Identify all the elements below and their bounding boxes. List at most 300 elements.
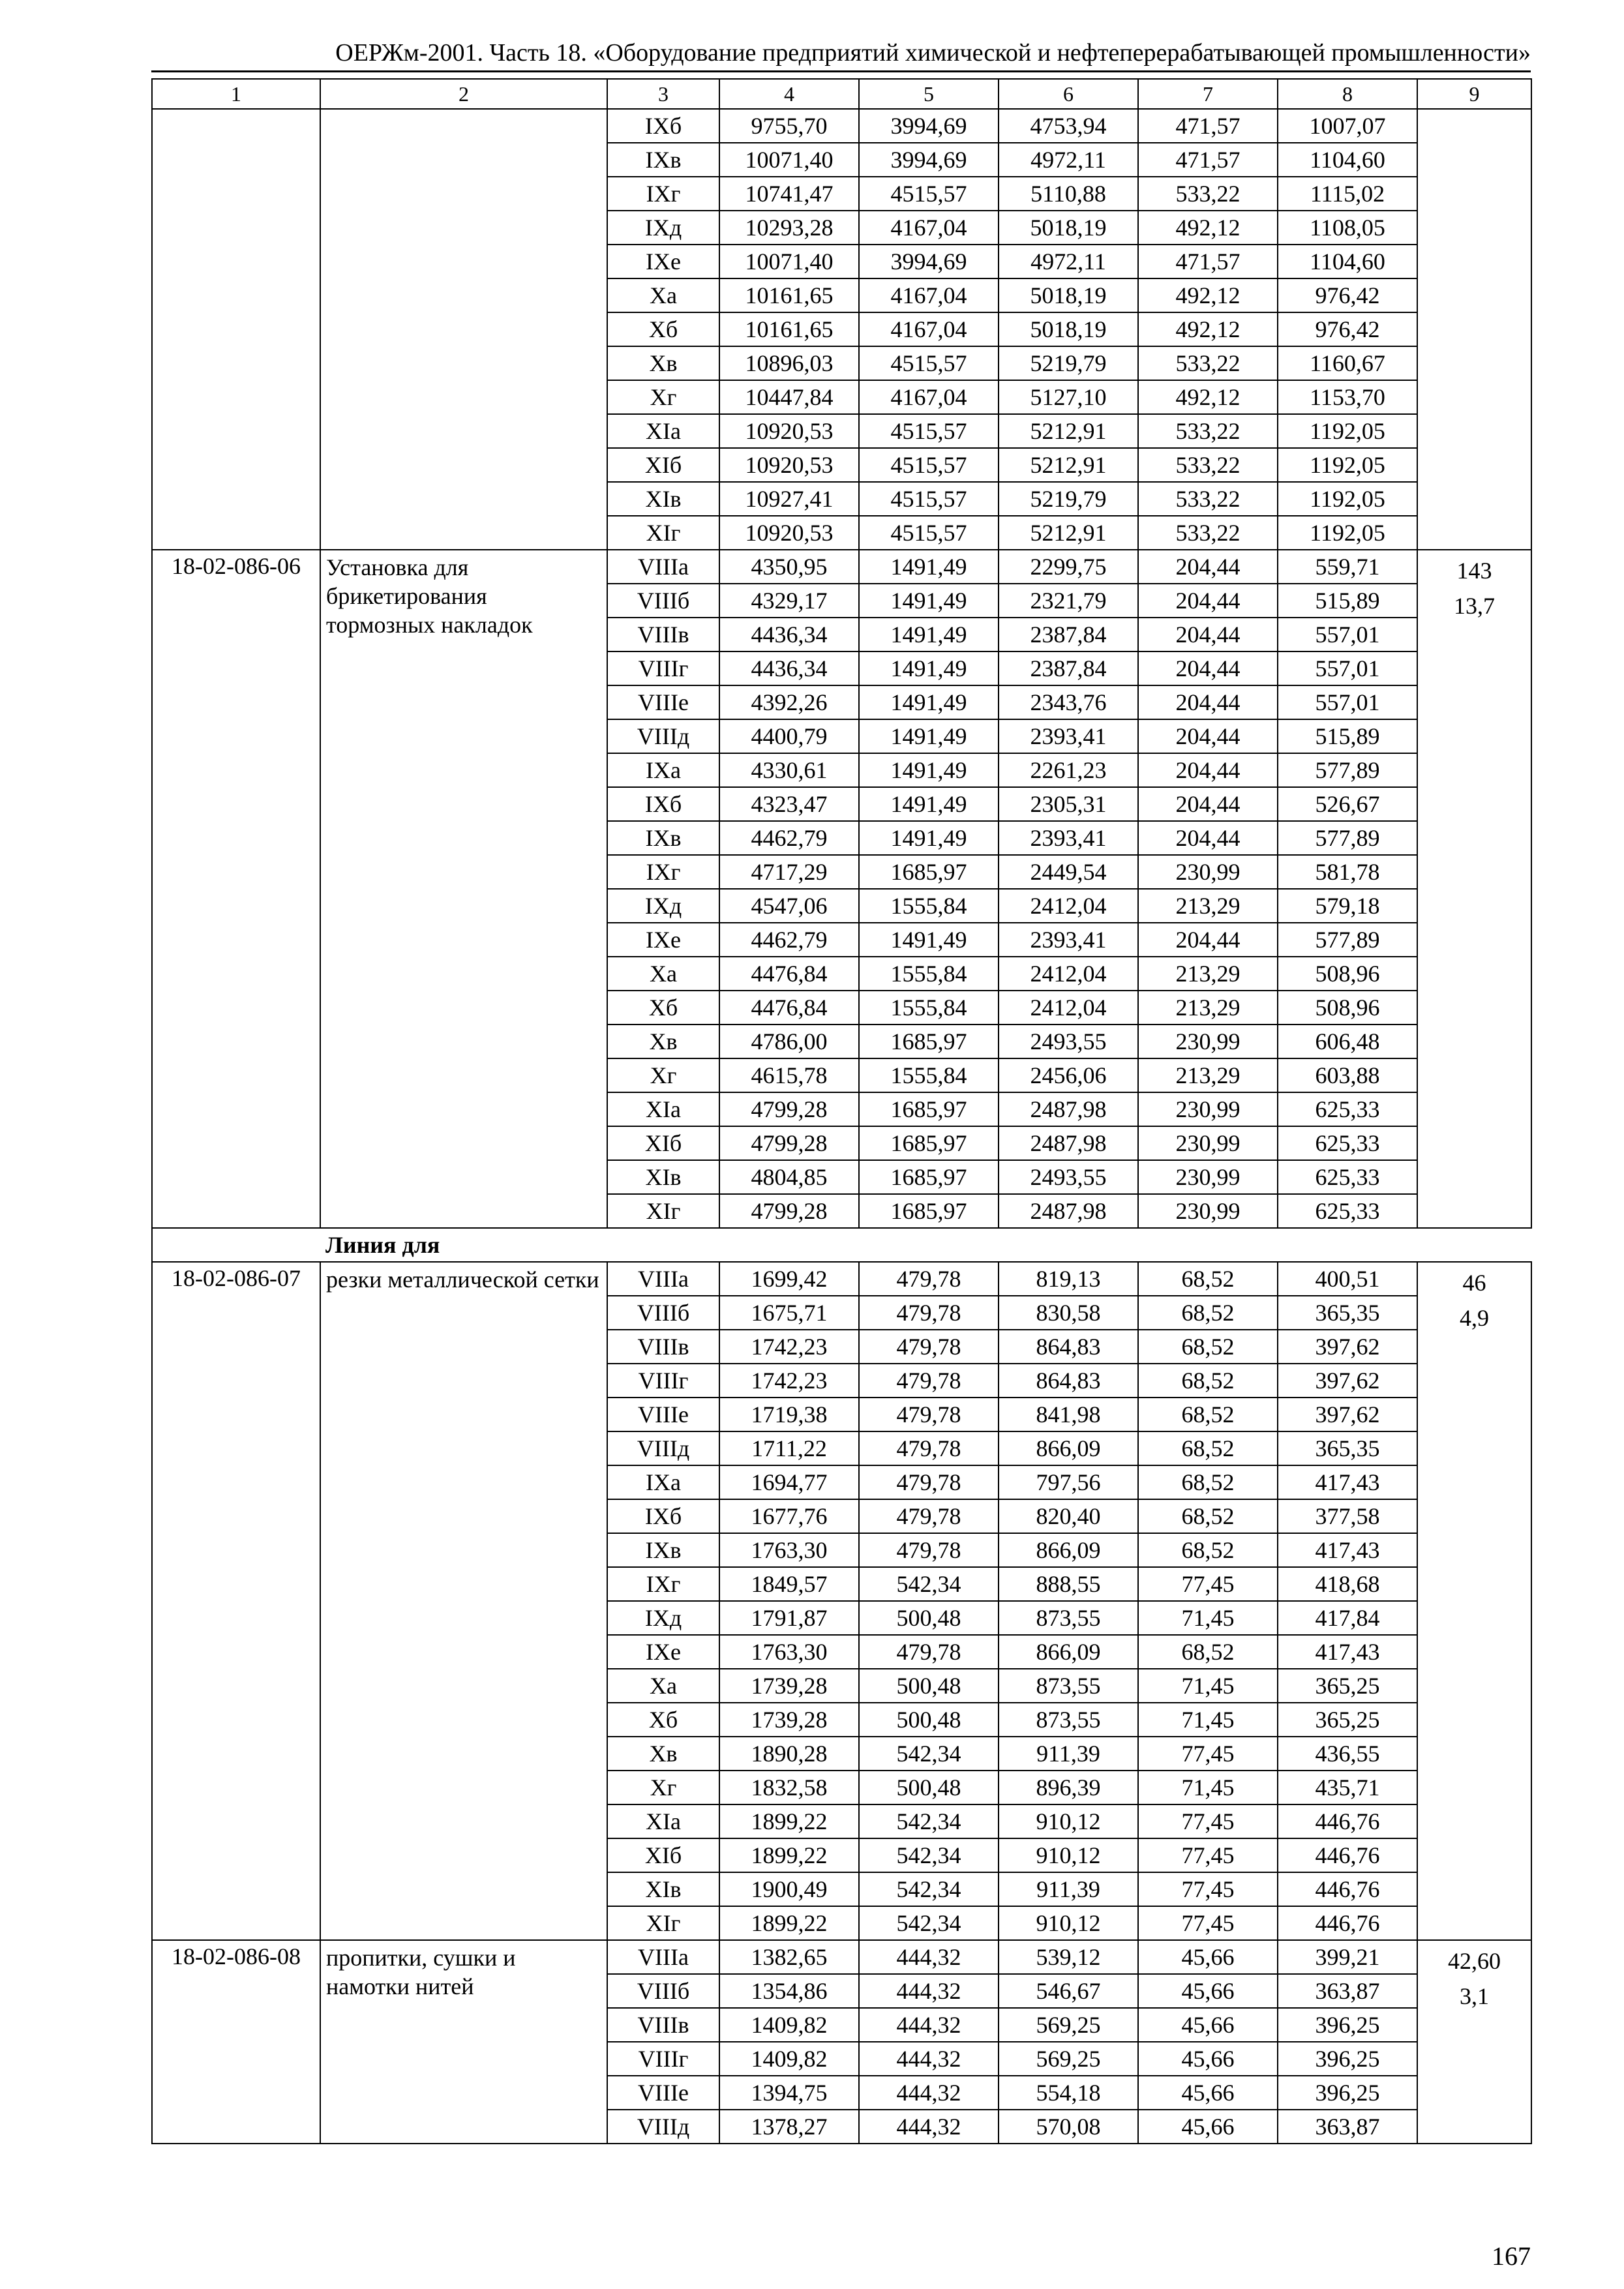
- value-cell: 557,01: [1278, 618, 1417, 651]
- value-cell: 5212,91: [999, 448, 1138, 482]
- value-cell: 418,68: [1278, 1567, 1417, 1601]
- value-cell: 230,99: [1138, 1160, 1278, 1194]
- value-cell: 2305,31: [999, 787, 1138, 821]
- value-cell: 1890,28: [719, 1737, 859, 1771]
- value-cell: 479,78: [859, 1330, 999, 1364]
- category-cell: Xг: [607, 380, 719, 414]
- column-number-row: [152, 79, 1531, 109]
- value-cell: 4330,61: [719, 753, 859, 787]
- value-cell: 1192,05: [1278, 414, 1417, 448]
- value-cell: 1849,57: [719, 1567, 859, 1601]
- value-cell: 625,33: [1278, 1126, 1417, 1160]
- rates-table-body: [152, 79, 1531, 2144]
- value-cell: 1108,05: [1278, 211, 1417, 245]
- value-cell: 4167,04: [859, 211, 999, 245]
- value-cell: 45,66: [1138, 1940, 1278, 1974]
- value-cell: 500,48: [859, 1703, 999, 1737]
- rate-code-cell: 18-02-086-08: [152, 1940, 320, 2144]
- value-cell: 77,45: [1138, 1804, 1278, 1838]
- value-cell: 5212,91: [999, 516, 1138, 550]
- value-cell: 1491,49: [859, 584, 999, 618]
- rate-code-cell: 18-02-086-07: [152, 1262, 320, 1940]
- value-cell: 841,98: [999, 1398, 1138, 1431]
- value-cell: 1685,97: [859, 1025, 999, 1058]
- value-cell: 68,52: [1138, 1296, 1278, 1330]
- category-cell: Xа: [607, 957, 719, 991]
- value-cell: 866,09: [999, 1431, 1138, 1465]
- value-cell: 2412,04: [999, 991, 1138, 1025]
- category-cell: XIб: [607, 1838, 719, 1872]
- value-cell: 1491,49: [859, 651, 999, 685]
- value-cell: 4476,84: [719, 991, 859, 1025]
- value-cell: 45,66: [1138, 2110, 1278, 2144]
- value-cell: 68,52: [1138, 1330, 1278, 1364]
- rate-code-cell: 18-02-086-06: [152, 550, 320, 1228]
- value-cell: 625,33: [1278, 1194, 1417, 1228]
- value-cell: 4400,79: [719, 719, 859, 753]
- value-cell: 68,52: [1138, 1262, 1278, 1296]
- category-cell: IXа: [607, 1465, 719, 1499]
- value-cell: 10447,84: [719, 380, 859, 414]
- value-cell: 10071,40: [719, 143, 859, 177]
- value-cell: 888,55: [999, 1567, 1138, 1601]
- value-cell: 4786,00: [719, 1025, 859, 1058]
- value-cell: 4799,28: [719, 1092, 859, 1126]
- value-cell: 577,89: [1278, 821, 1417, 855]
- value-cell: 68,52: [1138, 1499, 1278, 1533]
- value-cell: 1555,84: [859, 957, 999, 991]
- value-cell: 1685,97: [859, 1092, 999, 1126]
- column-number-cell: 5: [859, 79, 999, 109]
- value-cell: 4615,78: [719, 1058, 859, 1092]
- value-cell: 3994,69: [859, 143, 999, 177]
- value-cell: 1192,05: [1278, 448, 1417, 482]
- value-cell: 10920,53: [719, 448, 859, 482]
- equipment-name-cell: Установка для брикетирования тормозных накладок: [320, 550, 607, 1228]
- value-cell: 606,48: [1278, 1025, 1417, 1058]
- category-cell: XIа: [607, 1804, 719, 1838]
- value-cell: 417,43: [1278, 1635, 1417, 1669]
- column-number-cell: 7: [1138, 79, 1278, 109]
- column-number-cell: 4: [719, 79, 859, 109]
- value-cell: 508,96: [1278, 991, 1417, 1025]
- value-cell: 557,01: [1278, 685, 1417, 719]
- category-cell: Xг: [607, 1058, 719, 1092]
- category-cell: XIг: [607, 1194, 719, 1228]
- value-cell: 4717,29: [719, 855, 859, 889]
- value-cell: 1900,49: [719, 1872, 859, 1906]
- value-cell: 396,25: [1278, 2042, 1417, 2076]
- value-cell: 397,62: [1278, 1330, 1417, 1364]
- value-cell: 45,66: [1138, 1974, 1278, 2008]
- value-cell: 896,39: [999, 1771, 1138, 1804]
- value-cell: 2487,98: [999, 1092, 1138, 1126]
- value-cell: 213,29: [1138, 889, 1278, 923]
- value-cell: 397,62: [1278, 1364, 1417, 1398]
- category-cell: IXг: [607, 177, 719, 211]
- column-9-cell: [1417, 550, 1531, 1228]
- value-cell: 1685,97: [859, 1160, 999, 1194]
- value-cell: 77,45: [1138, 1906, 1278, 1940]
- value-cell: 396,25: [1278, 2008, 1417, 2042]
- value-cell: 10071,40: [719, 245, 859, 278]
- value-cell: 204,44: [1138, 685, 1278, 719]
- value-cell: 400,51: [1278, 1262, 1417, 1296]
- value-cell: 2387,84: [999, 618, 1138, 651]
- value-cell: 1491,49: [859, 550, 999, 584]
- value-cell: 533,22: [1138, 346, 1278, 380]
- value-cell: 230,99: [1138, 1126, 1278, 1160]
- value-cell: 4972,11: [999, 143, 1138, 177]
- value-cell: 363,87: [1278, 1974, 1417, 2008]
- category-cell: IXв: [607, 821, 719, 855]
- value-cell: 1694,77: [719, 1465, 859, 1499]
- category-cell: Xб: [607, 991, 719, 1025]
- value-cell: 569,25: [999, 2008, 1138, 2042]
- value-cell: 68,52: [1138, 1398, 1278, 1431]
- value-cell: 4515,57: [859, 177, 999, 211]
- value-cell: 3994,69: [859, 245, 999, 278]
- value-cell: 1742,23: [719, 1364, 859, 1398]
- value-cell: 5018,19: [999, 278, 1138, 312]
- value-cell: 204,44: [1138, 719, 1278, 753]
- value-cell: 873,55: [999, 1703, 1138, 1737]
- category-cell: IXв: [607, 143, 719, 177]
- value-cell: 1699,42: [719, 1262, 859, 1296]
- category-cell: VIIIб: [607, 1974, 719, 2008]
- column-9-cell: [1417, 109, 1531, 550]
- value-cell: 68,52: [1138, 1364, 1278, 1398]
- value-cell: 542,34: [859, 1838, 999, 1872]
- section-heading-row: [152, 1228, 1531, 1262]
- value-cell: 365,35: [1278, 1431, 1417, 1465]
- category-cell: XIа: [607, 1092, 719, 1126]
- value-cell: 1115,02: [1278, 177, 1417, 211]
- category-cell: IXд: [607, 1601, 719, 1635]
- value-cell: 820,40: [999, 1499, 1138, 1533]
- category-cell: Xв: [607, 1737, 719, 1771]
- value-cell: 399,21: [1278, 1940, 1417, 1974]
- value-cell: 1677,76: [719, 1499, 859, 1533]
- value-cell: 1711,22: [719, 1431, 859, 1465]
- value-cell: 1378,27: [719, 2110, 859, 2144]
- value-cell: 479,78: [859, 1465, 999, 1499]
- value-cell: 1719,38: [719, 1398, 859, 1431]
- value-cell: 976,42: [1278, 278, 1417, 312]
- value-cell: 444,32: [859, 1974, 999, 2008]
- column-9-cell: [1417, 1940, 1531, 2144]
- value-cell: 1742,23: [719, 1330, 859, 1364]
- value-cell: 579,18: [1278, 889, 1417, 923]
- value-cell: 479,78: [859, 1364, 999, 1398]
- value-cell: 1491,49: [859, 618, 999, 651]
- value-cell: 910,12: [999, 1838, 1138, 1872]
- value-cell: 68,52: [1138, 1635, 1278, 1669]
- value-cell: 500,48: [859, 1601, 999, 1635]
- category-cell: IXг: [607, 1567, 719, 1601]
- value-cell: 230,99: [1138, 1194, 1278, 1228]
- value-cell: 4476,84: [719, 957, 859, 991]
- value-cell: 204,44: [1138, 584, 1278, 618]
- category-cell: IXе: [607, 1635, 719, 1669]
- value-cell: 515,89: [1278, 584, 1417, 618]
- value-cell: 581,78: [1278, 855, 1417, 889]
- value-cell: 230,99: [1138, 1092, 1278, 1126]
- column-number-cell: 3: [607, 79, 719, 109]
- value-cell: 1382,65: [719, 1940, 859, 1974]
- value-cell: 1739,28: [719, 1669, 859, 1703]
- value-cell: 10920,53: [719, 414, 859, 448]
- value-cell: 230,99: [1138, 855, 1278, 889]
- value-cell: 446,76: [1278, 1906, 1417, 1940]
- value-cell: 204,44: [1138, 550, 1278, 584]
- value-cell: 1899,22: [719, 1804, 859, 1838]
- value-cell: 71,45: [1138, 1669, 1278, 1703]
- equipment-name-cell: пропитки, сушки и намотки нитей: [320, 1940, 607, 2144]
- value-cell: 10161,65: [719, 312, 859, 346]
- value-cell: 1354,86: [719, 1974, 859, 2008]
- category-cell: XIб: [607, 1126, 719, 1160]
- value-cell: 436,55: [1278, 1737, 1417, 1771]
- value-cell: 77,45: [1138, 1737, 1278, 1771]
- value-cell: 4799,28: [719, 1194, 859, 1228]
- value-cell: 4462,79: [719, 923, 859, 957]
- value-cell: 1409,82: [719, 2042, 859, 2076]
- value-cell: 444,32: [859, 2042, 999, 2076]
- value-cell: 1491,49: [859, 753, 999, 787]
- value-cell: 569,25: [999, 2042, 1138, 2076]
- category-cell: VIIIв: [607, 1330, 719, 1364]
- value-cell: 557,01: [1278, 651, 1417, 685]
- value-cell: 1763,30: [719, 1533, 859, 1567]
- value-cell: 492,12: [1138, 278, 1278, 312]
- value-cell: 976,42: [1278, 312, 1417, 346]
- value-cell: 479,78: [859, 1262, 999, 1296]
- value-cell: 479,78: [859, 1431, 999, 1465]
- column-9-value: 46: [1462, 1270, 1486, 1296]
- value-cell: 213,29: [1138, 957, 1278, 991]
- value-cell: 539,12: [999, 1940, 1138, 1974]
- value-cell: 1007,07: [1278, 109, 1417, 143]
- value-cell: 500,48: [859, 1771, 999, 1804]
- value-cell: 2261,23: [999, 753, 1138, 787]
- value-cell: 492,12: [1138, 211, 1278, 245]
- value-cell: 71,45: [1138, 1703, 1278, 1737]
- value-cell: 542,34: [859, 1804, 999, 1838]
- value-cell: 471,57: [1138, 245, 1278, 278]
- category-cell: Xа: [607, 1669, 719, 1703]
- value-cell: 819,13: [999, 1262, 1138, 1296]
- value-cell: 1685,97: [859, 855, 999, 889]
- category-cell: IXб: [607, 1499, 719, 1533]
- value-cell: 230,99: [1138, 1025, 1278, 1058]
- value-cell: 864,83: [999, 1330, 1138, 1364]
- value-cell: 71,45: [1138, 1771, 1278, 1804]
- value-cell: 10161,65: [719, 278, 859, 312]
- section-spacer-cell: [152, 1228, 320, 1262]
- value-cell: 417,43: [1278, 1533, 1417, 1567]
- value-cell: 204,44: [1138, 923, 1278, 957]
- value-cell: 1104,60: [1278, 143, 1417, 177]
- page-header-title: ОЕРЖм-2001. Часть 18. «Оборудование предприятий химической и нефтеперерабатывающей промышленности»: [151, 38, 1531, 72]
- category-cell: XIа: [607, 414, 719, 448]
- value-cell: 1394,75: [719, 2076, 859, 2110]
- value-cell: 864,83: [999, 1364, 1138, 1398]
- value-cell: 1153,70: [1278, 380, 1417, 414]
- value-cell: 625,33: [1278, 1092, 1417, 1126]
- category-cell: XIв: [607, 1160, 719, 1194]
- value-cell: 71,45: [1138, 1601, 1278, 1635]
- value-cell: 542,34: [859, 1906, 999, 1940]
- category-cell: VIIIа: [607, 1262, 719, 1296]
- value-cell: 77,45: [1138, 1872, 1278, 1906]
- value-cell: 2393,41: [999, 923, 1138, 957]
- value-cell: 2343,76: [999, 685, 1138, 719]
- equipment-name-cell: [320, 109, 607, 550]
- value-cell: 10896,03: [719, 346, 859, 380]
- value-cell: 471,57: [1138, 143, 1278, 177]
- value-cell: 546,67: [999, 1974, 1138, 2008]
- value-cell: 559,71: [1278, 550, 1417, 584]
- value-cell: 2449,54: [999, 855, 1138, 889]
- equipment-name-cell: резки металлической сетки: [320, 1262, 607, 1940]
- value-cell: 1555,84: [859, 991, 999, 1025]
- value-cell: 4799,28: [719, 1126, 859, 1160]
- category-cell: XIв: [607, 1872, 719, 1906]
- value-cell: 444,32: [859, 2008, 999, 2042]
- value-cell: 542,34: [859, 1737, 999, 1771]
- value-cell: 1192,05: [1278, 516, 1417, 550]
- category-cell: IXд: [607, 889, 719, 923]
- value-cell: 204,44: [1138, 787, 1278, 821]
- value-cell: 479,78: [859, 1499, 999, 1533]
- value-cell: 213,29: [1138, 991, 1278, 1025]
- category-cell: VIIIд: [607, 719, 719, 753]
- value-cell: 77,45: [1138, 1567, 1278, 1601]
- category-cell: VIIIб: [607, 584, 719, 618]
- category-cell: XIв: [607, 482, 719, 516]
- value-cell: 1763,30: [719, 1635, 859, 1669]
- category-cell: VIIIд: [607, 1431, 719, 1465]
- category-cell: VIIIд: [607, 2110, 719, 2144]
- value-cell: 1491,49: [859, 685, 999, 719]
- page-number: 167: [1492, 2241, 1531, 2271]
- category-cell: IXб: [607, 109, 719, 143]
- value-cell: 508,96: [1278, 957, 1417, 991]
- category-cell: XIб: [607, 448, 719, 482]
- value-cell: 5018,19: [999, 211, 1138, 245]
- value-cell: 910,12: [999, 1804, 1138, 1838]
- value-cell: 4323,47: [719, 787, 859, 821]
- value-cell: 5212,91: [999, 414, 1138, 448]
- value-cell: 435,71: [1278, 1771, 1417, 1804]
- value-cell: 500,48: [859, 1669, 999, 1703]
- value-cell: 444,32: [859, 2110, 999, 2144]
- value-cell: 446,76: [1278, 1804, 1417, 1838]
- column-9-value: 143: [1456, 558, 1492, 584]
- value-cell: 1192,05: [1278, 482, 1417, 516]
- value-cell: 4515,57: [859, 346, 999, 380]
- category-cell: IXд: [607, 211, 719, 245]
- value-cell: 45,66: [1138, 2008, 1278, 2042]
- value-cell: 4436,34: [719, 651, 859, 685]
- value-cell: 446,76: [1278, 1872, 1417, 1906]
- value-cell: 873,55: [999, 1669, 1138, 1703]
- category-cell: Xа: [607, 278, 719, 312]
- value-cell: 204,44: [1138, 651, 1278, 685]
- category-cell: VIIIг: [607, 1364, 719, 1398]
- value-cell: 533,22: [1138, 516, 1278, 550]
- value-cell: 471,57: [1138, 109, 1278, 143]
- value-cell: 397,62: [1278, 1398, 1417, 1431]
- value-cell: 4350,95: [719, 550, 859, 584]
- value-cell: 577,89: [1278, 923, 1417, 957]
- value-cell: 533,22: [1138, 482, 1278, 516]
- value-cell: 5018,19: [999, 312, 1138, 346]
- value-cell: 479,78: [859, 1398, 999, 1431]
- value-cell: 1409,82: [719, 2008, 859, 2042]
- column-number-cell: 8: [1278, 79, 1417, 109]
- value-cell: 45,66: [1138, 2042, 1278, 2076]
- rate-code-cell: [152, 109, 320, 550]
- value-cell: 10927,41: [719, 482, 859, 516]
- column-number-cell: 9: [1417, 79, 1531, 109]
- value-cell: 4462,79: [719, 821, 859, 855]
- value-cell: 4547,06: [719, 889, 859, 923]
- value-cell: 2299,75: [999, 550, 1138, 584]
- column-number-cell: 2: [320, 79, 607, 109]
- value-cell: 10920,53: [719, 516, 859, 550]
- category-cell: Xв: [607, 1025, 719, 1058]
- category-cell: VIIIа: [607, 550, 719, 584]
- rates-table: [151, 78, 1532, 2144]
- value-cell: 542,34: [859, 1872, 999, 1906]
- category-cell: IXе: [607, 923, 719, 957]
- value-cell: 1555,84: [859, 889, 999, 923]
- value-cell: 204,44: [1138, 821, 1278, 855]
- column-9-value: 4,9: [1460, 1305, 1489, 1331]
- value-cell: 3994,69: [859, 109, 999, 143]
- value-cell: 45,66: [1138, 2076, 1278, 2110]
- value-cell: 570,08: [999, 2110, 1138, 2144]
- value-cell: 2493,55: [999, 1025, 1138, 1058]
- value-cell: 4972,11: [999, 245, 1138, 278]
- value-cell: 625,33: [1278, 1160, 1417, 1194]
- value-cell: 68,52: [1138, 1533, 1278, 1567]
- value-cell: 1491,49: [859, 923, 999, 957]
- value-cell: 446,76: [1278, 1838, 1417, 1872]
- value-cell: 542,34: [859, 1567, 999, 1601]
- value-cell: 911,39: [999, 1737, 1138, 1771]
- value-cell: 4515,57: [859, 414, 999, 448]
- value-cell: 365,25: [1278, 1703, 1417, 1737]
- value-cell: 4515,57: [859, 482, 999, 516]
- value-cell: 1832,58: [719, 1771, 859, 1804]
- table-row: [152, 550, 1531, 584]
- category-cell: VIIIа: [607, 1940, 719, 1974]
- value-cell: 213,29: [1138, 1058, 1278, 1092]
- table-row: [152, 1262, 1531, 1296]
- value-cell: 4515,57: [859, 516, 999, 550]
- value-cell: 2321,79: [999, 584, 1138, 618]
- value-cell: 479,78: [859, 1635, 999, 1669]
- value-cell: 1160,67: [1278, 346, 1417, 380]
- value-cell: 363,87: [1278, 2110, 1417, 2144]
- value-cell: 77,45: [1138, 1838, 1278, 1872]
- value-cell: 2412,04: [999, 957, 1138, 991]
- value-cell: 5110,88: [999, 177, 1138, 211]
- value-cell: 492,12: [1138, 380, 1278, 414]
